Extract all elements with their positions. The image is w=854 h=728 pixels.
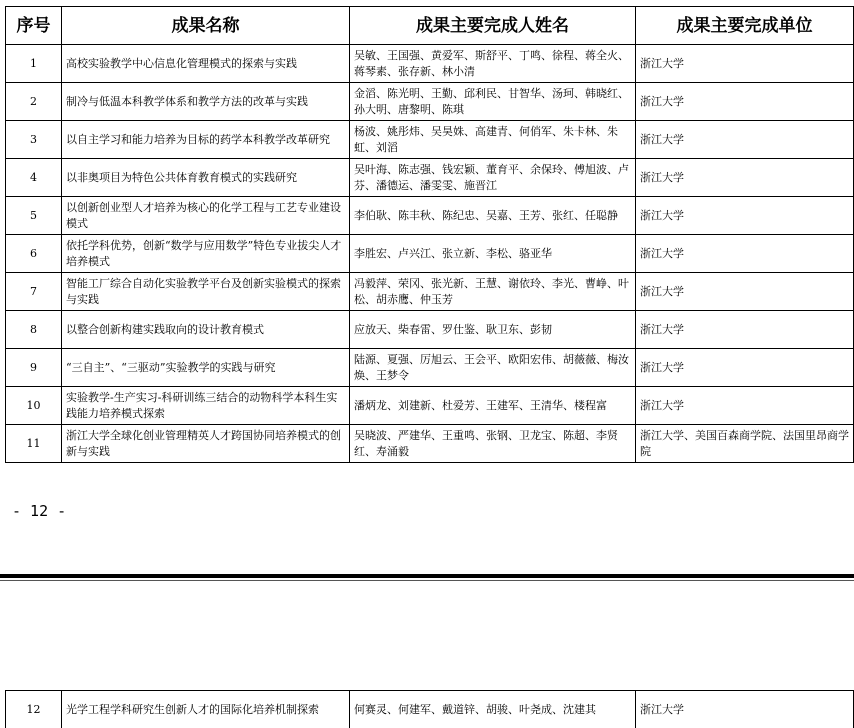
cell-people: 李胜宏、卢兴江、张立新、李松、骆亚华 [350,235,636,273]
cell-name: “三自主”、“三驱动”实验教学的实践与研究 [62,349,350,387]
cell-no: 12 [6,691,62,728]
cell-people: 潘炳龙、刘建新、杜爱芳、王建军、王清华、楼程富 [350,387,636,425]
cell-name: 智能工厂综合自动化实验教学平台及创新实验模式的探索与实践 [62,273,350,311]
table-row [6,691,854,728]
cell-units: 浙江大学 [636,311,854,349]
cell-no: 10 [6,387,62,425]
cell-units: 浙江大学 [636,387,854,425]
cell-name: 高校实验教学中心信息化管理模式的探索与实践 [62,45,350,83]
table-row [6,159,854,197]
cell-people: 金滔、陈光明、王勤、邱利民、甘智华、汤珂、韩晓红、孙大明、唐黎明、陈琪 [350,83,636,121]
cell-no: 3 [6,121,62,159]
header-name: 成果名称 [62,7,350,45]
cell-name: 以非奥项目为特色公共体育教育模式的实践研究 [62,159,350,197]
header-people: 成果主要完成人姓名 [350,7,636,45]
cell-no: 9 [6,349,62,387]
cell-name: 依托学科优势，创新“数学与应用数学”特色专业拔尖人才培养模式 [62,235,350,273]
cell-people: 冯毅萍、荣冈、张光新、王慧、谢依玲、李光、曹峥、叶松、胡赤鹰、仲玉芳 [350,273,636,311]
cell-units: 浙江大学 [636,83,854,121]
cell-people: 杨波、姚彤炜、吴昊姝、高建青、何俏军、朱卡林、朱虹、刘滔 [350,121,636,159]
cell-name: 以创新创业型人才培养为核心的化学工程与工艺专业建设模式 [62,197,350,235]
table-row [6,311,854,349]
cell-people: 吴晓波、严建华、王重鸣、张钢、卫龙宝、陈超、李贤红、寿涌毅 [350,425,636,463]
cell-units: 浙江大学 [636,159,854,197]
cell-units: 浙江大学 [636,45,854,83]
table-row [6,197,854,235]
cell-no: 6 [6,235,62,273]
table-row [6,349,854,387]
page-break-divider-thin [0,580,854,581]
cell-name: 以自主学习和能力培养为目标的药学本科教学改革研究 [62,121,350,159]
table-row [6,83,854,121]
cell-people: 李伯耿、陈丰秋、陈纪忠、吴嘉、王芳、张红、任聪静 [350,197,636,235]
table-row [6,387,854,425]
cell-units: 浙江大学 [636,235,854,273]
results-table-continued [5,690,854,728]
table-header-row [6,7,854,45]
cell-units: 浙江大学 [636,197,854,235]
cell-no: 11 [6,425,62,463]
table-row [6,273,854,311]
cell-no: 2 [6,83,62,121]
cell-units: 浙江大学 [636,273,854,311]
cell-name: 浙江大学全球化创业管理精英人才跨国协同培养模式的创新与实践 [62,425,350,463]
cell-name: 制冷与低温本科教学体系和教学方法的改革与实践 [62,83,350,121]
cell-people: 吴敏、王国强、黄爱军、斯舒平、丁鸣、徐程、蒋全火、蒋琴素、张存新、林小清 [350,45,636,83]
cell-no: 5 [6,197,62,235]
cell-no: 1 [6,45,62,83]
cell-units: 浙江大学 [636,121,854,159]
cell-no: 8 [6,311,62,349]
table-row [6,235,854,273]
table-row [6,45,854,83]
cell-no: 4 [6,159,62,197]
table-row [6,425,854,463]
cell-people: 应放天、柴春雷、罗仕鉴、耿卫东、彭韧 [350,311,636,349]
cell-name: 以整合创新构建实践取向的设计教育模式 [62,311,350,349]
cell-no: 7 [6,273,62,311]
cell-people: 何赛灵、何建军、戴道锌、胡骏、叶尧成、沈建其 [350,691,636,728]
header-no: 序号 [6,7,62,45]
page-break-divider [0,574,854,578]
page-number: - 12 - [12,502,67,520]
cell-people: 吴叶海、陈志强、钱宏颖、董育平、余保玲、傅旭波、卢芬、潘德运、潘雯雯、施晋江 [350,159,636,197]
cell-units: 浙江大学 [636,691,854,728]
cell-name: 实验教学-生产实习-科研训练三结合的动物科学本科生实践能力培养模式探索 [62,387,350,425]
header-units: 成果主要完成单位 [636,7,854,45]
table-row [6,121,854,159]
results-table [5,6,854,463]
cell-units: 浙江大学 [636,349,854,387]
cell-name: 光学工程学科研究生创新人才的国际化培养机制探索 [62,691,350,728]
cell-units: 浙江大学、美国百森商学院、法国里昂商学院 [636,425,854,463]
cell-people: 陆源、夏强、厉旭云、王会平、欧阳宏伟、胡薇薇、梅汝焕、王梦令 [350,349,636,387]
